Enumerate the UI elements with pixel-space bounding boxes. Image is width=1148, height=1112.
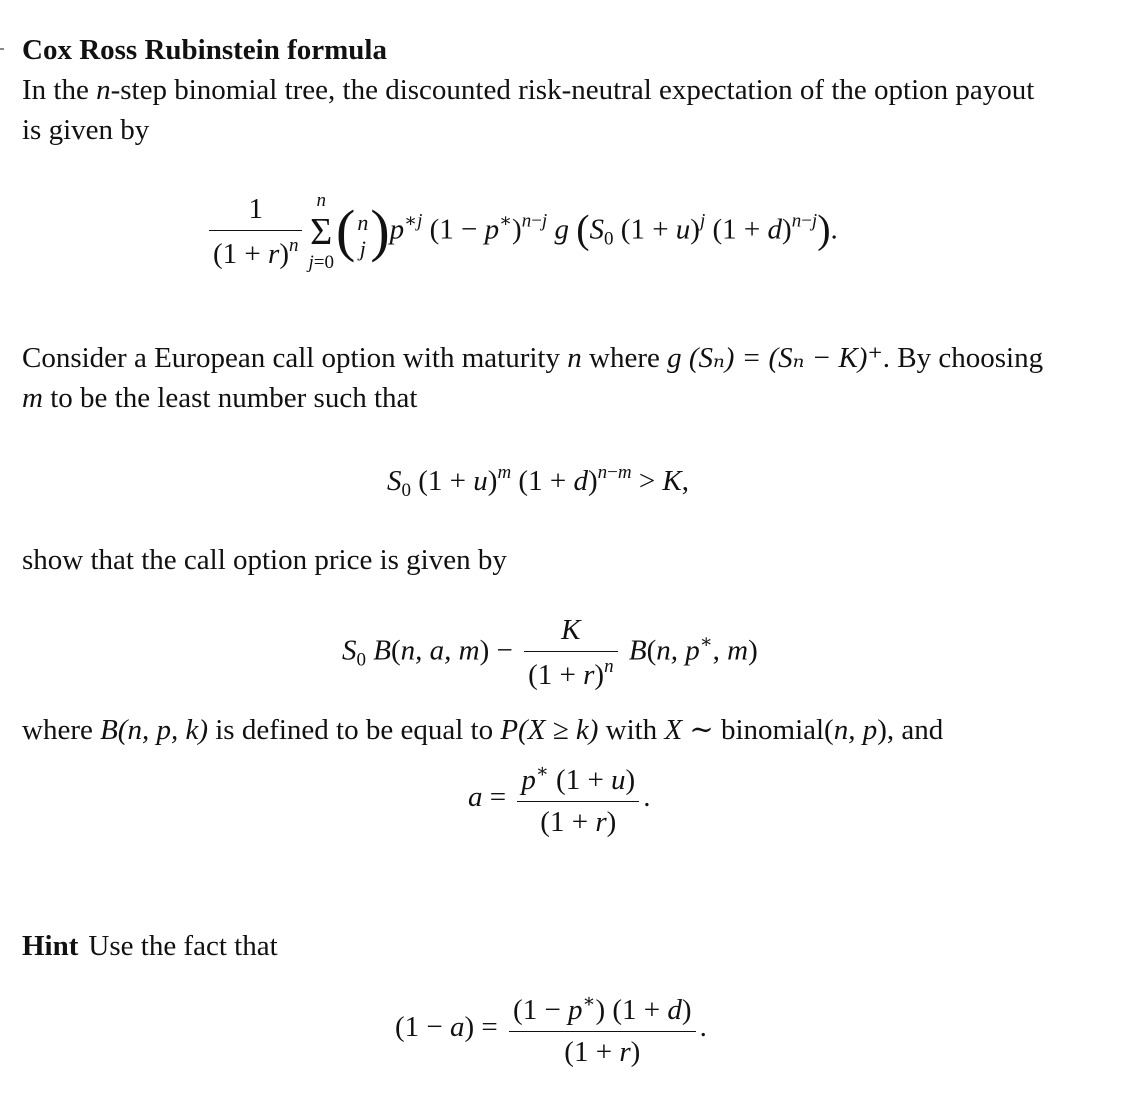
setup-line-1: Consider a European call option with maturity n where g (Sₙ) = (Sₙ − K)⁺. By choosing bbox=[22, 342, 1044, 374]
intro-line-2: is given by bbox=[22, 114, 150, 146]
hint-fraction: $\frac{(1 - p^∗) (1 + d)}{(1 + r)}$ bbox=[509, 990, 696, 1069]
equation-call-price: $S_0$ B(n, a, m) − $\frac{K}{(1 + r)^n}$ B(n, p∗, m) bbox=[342, 614, 758, 691]
strike-fraction: $\frac{K}{(1 + r)^n}$ bbox=[524, 614, 617, 692]
a-fraction: $\frac{p^∗ (1 + u)}{(1 + r)}$ bbox=[517, 760, 639, 839]
section-title: Cox Ross Rubinstein formula bbox=[22, 34, 387, 66]
equation-a-definition: a = $\frac{p^∗ (1 + u)}{(1 + r)}$ . bbox=[468, 761, 651, 838]
equation-threshold: $S_0$ $(1 + u)^m$ $(1 + d)^{n-m} > K$, bbox=[387, 462, 690, 501]
summation: n Σ j=0 bbox=[308, 190, 334, 273]
discount-fraction: $\frac{1}{(1 + r)^n}$ bbox=[209, 193, 302, 271]
binomial-coefficient: ( n j ) bbox=[335, 197, 390, 263]
intro-line-1: In the n-step binomial tree, the discounted risk-neutral expectation of the option payout bbox=[22, 74, 1035, 106]
where-line: where B(n, p, k) is defined to be equal to P(X ≥ k) with X ∼ binomial(n, p), and bbox=[22, 714, 944, 746]
margin-mark bbox=[0, 48, 4, 50]
setup-line-2: m to be the least number such that bbox=[22, 382, 418, 414]
equation-hint: (1 − a) = $\frac{(1 - p^∗) (1 + d)}{(1 + r)}$ . bbox=[395, 991, 707, 1068]
hint-line: Hint Use the fact that bbox=[22, 930, 278, 962]
equation-expectation: $\frac{1}{(1 + r)^n}$ n Σ j=0 ( n j )$p^{∗j}$ $(1 - p^∗)^{n-j}$ g ($S_0$ $(1 + u)^j$ $(1 + d)^{n-j}$). bbox=[205, 190, 838, 274]
show-line: show that the call option price is given by bbox=[22, 544, 507, 576]
